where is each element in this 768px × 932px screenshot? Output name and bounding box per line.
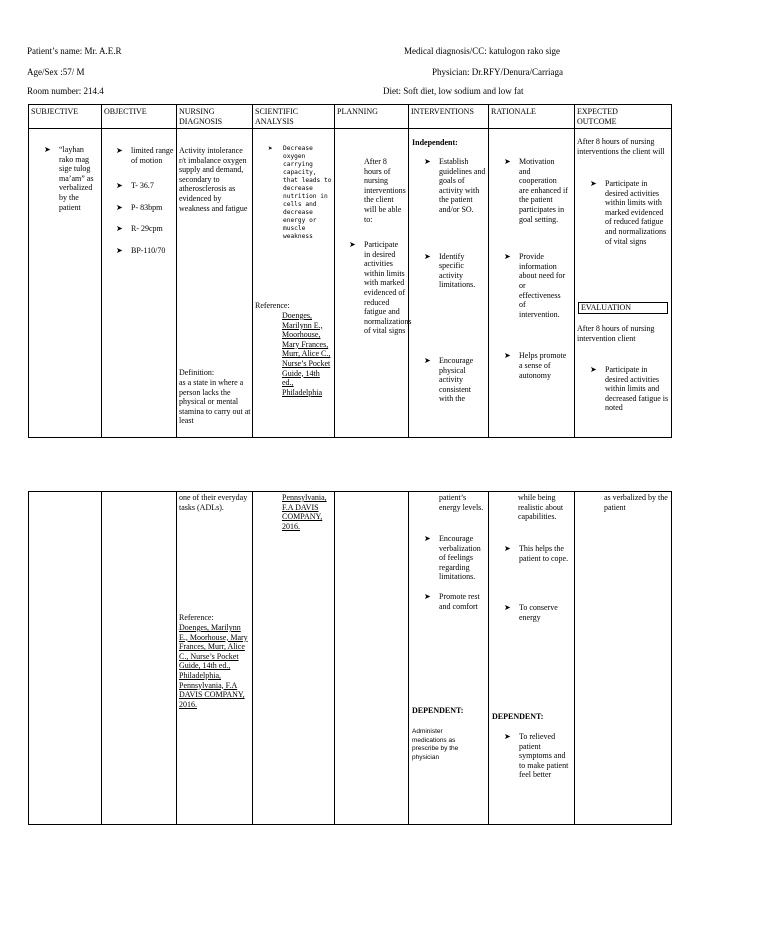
- room-number: Room number: 214.4: [27, 86, 104, 96]
- intervention-item: ➤ Encourage physical activity consistent with the: [424, 356, 486, 404]
- col-nursing-diagnosis: NURSING DIAGNOSIS: [179, 107, 223, 126]
- definition-text: as a state in where a person lacks the physical or mental stamina to carry out at least: [179, 378, 251, 426]
- outcome-intro: After 8 hours of nursing interventions the client will: [577, 137, 665, 156]
- outcome-list: [590, 179, 670, 246]
- reference-label: Reference:: [255, 301, 290, 310]
- subjective-statement: ➤ “layhan rako mag sige tulog ma’am” as verbalized by the patient: [44, 145, 98, 212]
- col-interventions: INTERVENTIONS: [411, 107, 474, 116]
- subjective-list: [44, 145, 98, 212]
- analysis-continued: Pennsylvania, F.A DAVIS COMPANY, 2016.: [282, 493, 327, 531]
- evaluation-list: [590, 365, 670, 413]
- dependent-text: Administer medications as prescribe by the physician: [412, 728, 459, 761]
- intervention-item: ➤ Encourage verbalization of feelings regarding limitations.: [424, 534, 486, 582]
- outcome-continued: as verbalized by the patient: [604, 493, 668, 512]
- definition-label: Definition:: [179, 368, 215, 377]
- objective-item: ➤ limited range of motion: [116, 146, 174, 165]
- rationale-dependent-list: [504, 732, 570, 780]
- rationale-dependent-item: ➤ To relieved patient symptoms and to make patient feel better: [504, 732, 570, 780]
- col-scientific-analysis: SCIENTIFIC ANALYSIS: [255, 107, 299, 126]
- objective-item: ➤ T- 36.7: [116, 181, 174, 191]
- objective-list: [116, 146, 174, 256]
- rationale-item: ➤ This helps the patient to cope.: [504, 544, 570, 563]
- col-expected-outcome: EXPECTED OUTCOME: [577, 107, 618, 126]
- diagnosis-continued: one of their everyday tasks (ADLs).: [179, 493, 248, 512]
- interventions-list: [424, 157, 486, 404]
- rationale-item: ➤ Helps promote a sense of autonomy: [504, 351, 568, 380]
- analysis-list: [268, 145, 332, 241]
- rationale-item: ➤ Motivation and cooperation are enhanced if the patient participates in goal setting.: [504, 157, 568, 224]
- patient-name: Patient’s name: Mr. A.E.R: [27, 46, 122, 56]
- medical-diagnosis: Medical diagnosis/CC: katulogon rako sige: [404, 46, 560, 56]
- objective-item: ➤ R- 29cpm: [116, 224, 174, 234]
- rationale-list-2: [504, 544, 570, 622]
- rationale-item: ➤ To conserve energy: [504, 603, 570, 622]
- intervention-continued: patient’s energy levels.: [439, 493, 484, 512]
- col-rationale: RATIONALE: [491, 107, 536, 116]
- rationale-dependent-label: DEPENDENT:: [492, 712, 544, 721]
- planning-item: ➤ Participate in desired activities within limits with marked evidenced of reduced fatigue and normalizations of vital signs: [349, 240, 406, 336]
- objective-item: ➤ BP-110/70: [116, 246, 174, 256]
- reference-label-2: Reference:: [179, 613, 214, 622]
- analysis-text: ➤ Decrease oxygen carrying capacity, that leads to decrease nutrition in cells and decrease energy or muscle weakness: [268, 145, 332, 241]
- intervention-item: ➤ Identify specific activity limitations.: [424, 252, 486, 290]
- reference-text: Doenges, Marilynn E., Moorhouse, Mary Frances, Murr, Alice C., Nurse’s Pocket Guide, 14th ed., Philadelphia: [282, 311, 331, 397]
- objective-item: ➤ P- 83bpm: [116, 203, 174, 213]
- intervention-item: ➤ Promote rest and comfort: [424, 592, 486, 611]
- age-sex: Age/Sex :57/ M: [27, 67, 85, 77]
- planning-intro: After 8 hours of nursing interventions the client will be able to:: [364, 157, 406, 224]
- diet: Diet: Soft diet, low sodium and low fat: [383, 86, 524, 96]
- reference-text-2: Doenges, Marilynn E., Moorhouse, Mary Frances, Murr, Alice C., Nurse’s Pocket Guide, 14th ed., Philadelphia, Pennsylvania, F.A DAVIS COMPANY, 2016.: [179, 623, 248, 709]
- independent-label: Independent:: [412, 138, 458, 147]
- dependent-label: DEPENDENT:: [412, 706, 464, 715]
- col-objective: OBJECTIVE: [104, 107, 147, 116]
- evaluation-intro: After 8 hours of nursing intervention client: [577, 324, 655, 343]
- nursing-diagnosis-text: Activity intolerance r/t imbalance oxygen supply and demand, secondary to atherosclerosis as evidenced by weakness and fatigue: [179, 146, 248, 213]
- col-subjective: SUBJECTIVE: [31, 107, 79, 116]
- col-planning: PLANNING: [337, 107, 378, 116]
- rationale-item: ➤ Provide information about need for or effectiveness of intervention.: [504, 252, 568, 319]
- evaluation-label: EVALUATION: [578, 302, 668, 314]
- outcome-item: ➤ Participate in desired activities within limits with marked evidenced of reduced fatigue and normalizations of vital signs: [590, 179, 670, 246]
- rationale-continued: while being realistic about capabilities.: [518, 493, 564, 522]
- evaluation-item: ➤ Participate in desired activities within limits and decreased fatigue is noted: [590, 365, 670, 413]
- interventions-list-2: [424, 534, 486, 611]
- physician: Physician: Dr.RFY/Denura/Carriaga: [432, 67, 563, 77]
- planning-list: [349, 240, 412, 336]
- intervention-item: ➤ Establish guidelines and goals of activity with the patient and/or SO.: [424, 157, 486, 215]
- rationale-list: [504, 157, 568, 435]
